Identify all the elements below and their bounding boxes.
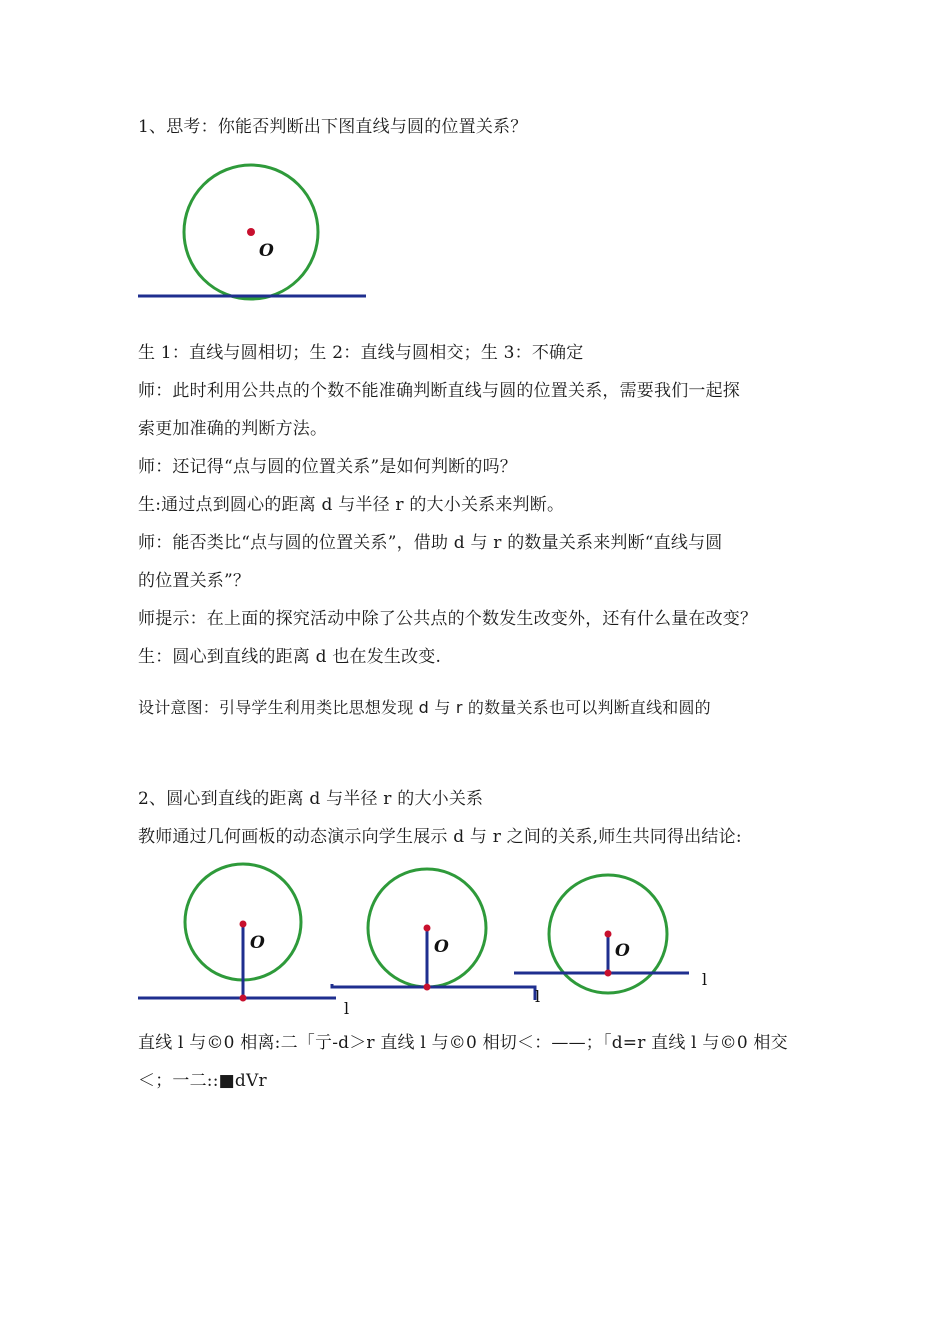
conclusion-line-1: 直线 l 与©0 相离:二「亍-d＞r 直线 l 与©0 相切＜：——；「d=r 直线 l 与©0 相交 [138,1033,788,1053]
dialogue-line-7: 的位置关系”？ [138,571,251,591]
dialogue-line-5: 生:通过点到圆心的距离 d 与半径 r 的大小关系来判断。 [138,495,565,515]
design-intent: 设计意图：引导学生利用类比思想发现 d 与 r 的数量关系也可以判断直线和圆的 [138,698,711,717]
figure-intersect [512,874,722,1004]
section1-heading: 1、思考：你能否判断出下图直线与圆的位置关系？ [138,117,528,137]
figure-1 [136,164,368,304]
line-label: l [535,987,541,1006]
center-point [240,921,247,928]
center-label: O [615,941,630,961]
dialogue-line-9: 生：圆心到直线的距离 d 也在发生改变. [138,647,442,667]
section2-intro: 教师通过几何画板的动态演示向学生展示 d 与 r 之间的关系,师生共同得出结论: [138,827,742,847]
center-label: O [434,937,449,957]
dialogue-line-2: 师：此时利用公共点的个数不能准确判断直线与圆的位置关系，需要我们一起探 [138,381,740,401]
center-point [247,228,255,236]
figure-separate [136,862,356,1018]
dialogue-line-1: 生 1：直线与圆相切；生 2：直线与圆相交；生 3：不确定 [138,343,584,363]
dialogue-line-8: 师提示：在上面的探究活动中除了公共点的个数发生改变外，还有什么量在改变？ [138,609,758,629]
line-label: l [344,999,350,1018]
dialogue-line-3: 索更加准确的判断方法。 [138,419,328,439]
center-label: O [259,241,274,261]
line [332,984,535,1000]
dialogue-line-6: 师：能否类比“点与圆的位置关系”，借助 d 与 r 的数量关系来判断“直线与圆 [138,533,723,553]
center-label: O [250,933,265,953]
tangent-point [424,984,431,991]
foot-point [240,995,247,1002]
conclusion-line-2: ＜；一二::■dVr [138,1071,267,1091]
line-label: l [702,970,708,989]
center-point [605,931,612,938]
center-point [424,925,431,932]
dialogue-line-4: 师：还记得“点与圆的位置关系”是如何判断的吗？ [138,457,517,477]
foot-point [605,970,612,977]
section2-heading: 2、圆心到直线的距离 d 与半径 r 的大小关系 [138,789,484,809]
